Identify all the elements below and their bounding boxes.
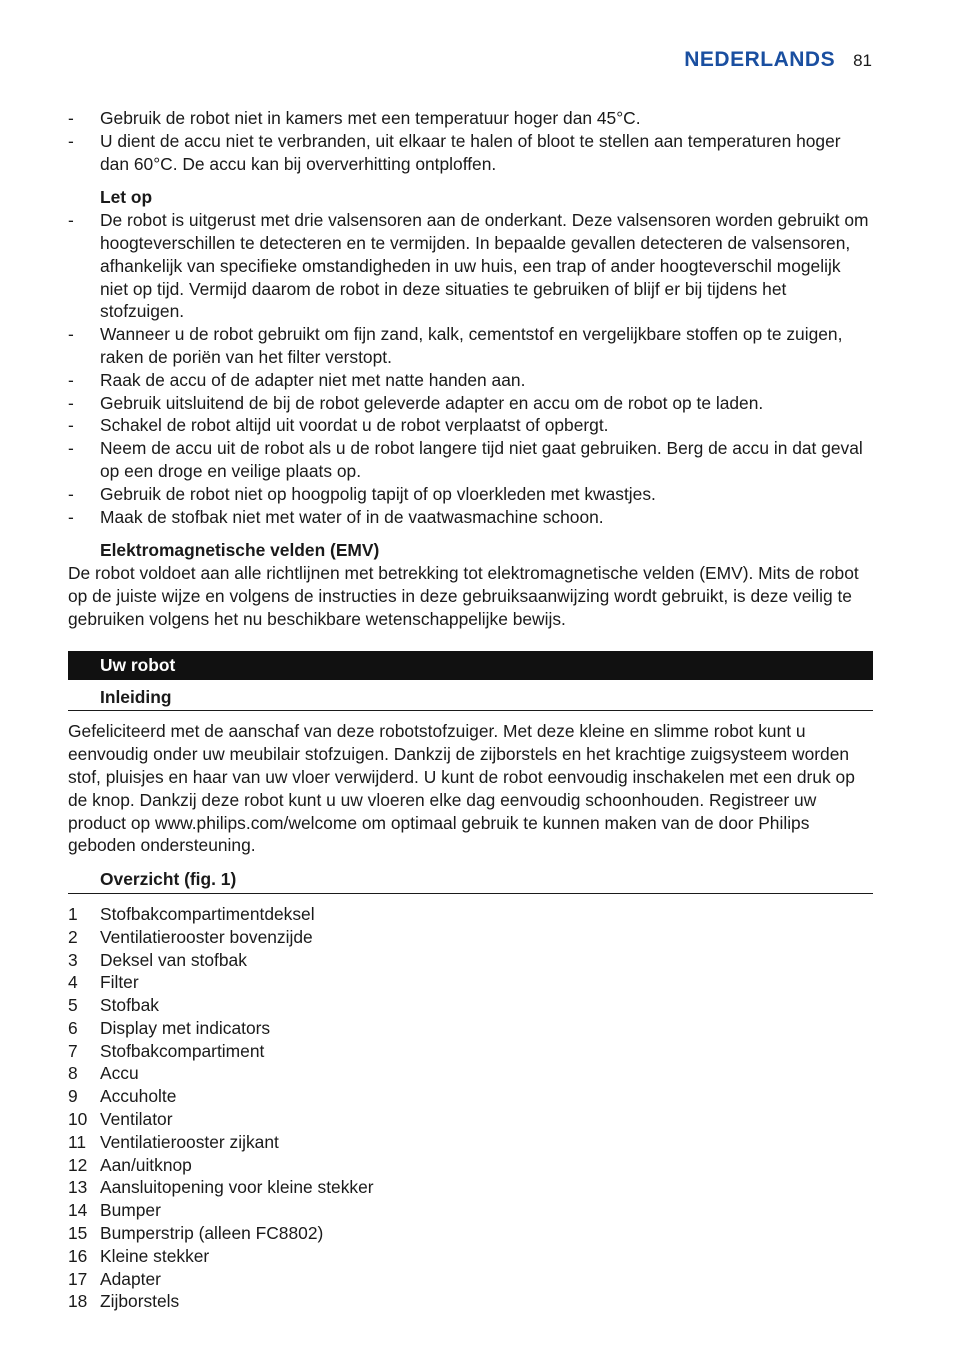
list-item: 9 Accuholte <box>68 1086 177 1107</box>
list-item: 14 Bumper <box>68 1200 161 1221</box>
emv-paragraph: De robot voldoet aan alle richtlijnen met betrekking tot elektromagnetische velden (EMV). Mits de robot op de juiste wijze en volgens de instructies in deze gebruiksaanwijzing wordt gebruikt, is deze veilig te gebruiken volgens het nu beschikbare wetenschappelijke bewijs. <box>68 563 859 629</box>
list-item: - Wanneer u de robot gebruikt om fijn zand, kalk, cementstof en vergelijkbare stoffen op te zuigen, raken de poriën van het filter verstopt. <box>68 324 843 367</box>
overzicht-list <box>68 903 873 1313</box>
list-item: - Neem de accu uit de robot als u de robot langere tijd niet gaat gebruiken. Berg de accu in dat geval op een droge en veilige plaats op. <box>68 438 863 481</box>
list-item: 16 Kleine stekker <box>68 1245 210 1266</box>
overzicht-heading: Overzicht (fig. 1) <box>68 868 873 894</box>
list-item: 10 Ventilator <box>68 1109 173 1130</box>
caution-heading: Let op <box>100 187 153 208</box>
emv-heading: Elektromagnetische velden (EMV) <box>100 540 380 561</box>
list-item: 7 Stofbakcompartiment <box>68 1040 265 1061</box>
list-item: 4 Filter <box>68 972 139 993</box>
list-item: - Gebruik de robot niet op hoogpolig tapijt of op vloerkleden met kwastjes. <box>68 483 656 504</box>
list-item: 1 Stofbakcompartimentdeksel <box>68 903 315 924</box>
list-item: 13 Aansluitopening voor kleine stekker <box>68 1177 374 1198</box>
list-item: 2 Ventilatierooster bovenzijde <box>68 926 313 947</box>
section-banner: Uw robot <box>68 651 873 680</box>
list-item: - Schakel de robot altijd uit voordat u de robot verplaatst of opbergt. <box>68 415 609 436</box>
list-item: 5 Stofbak <box>68 995 159 1016</box>
list-item: 15 Bumperstrip (alleen FC8802) <box>68 1223 324 1244</box>
page-number: 81 <box>853 51 872 70</box>
list-item: 6 Display met indicators <box>68 1017 271 1038</box>
page-header <box>684 48 872 72</box>
list-item: - De robot is uitgerust met drie valsensoren aan de onderkant. Deze valsensoren worden gebruikt om hoogteverschillen te detecteren en te vermijden. In bepaalde gevallen detecteren de valsensoren, afhankelijk van specifieke omstandigheden in uw huis, een trap of ander hoogteverschil mogelijk niet op tijd. Vermijd daarom de robot in deze situaties te gebruiken of blijf er bij tijdens het stofzuigen. <box>68 210 869 322</box>
list-item: - Gebruik uitsluitend de bij de robot geleverde adapter en accu om de robot op te laden. <box>68 392 764 413</box>
inleiding-paragraph: Gefeliciteerd met de aanschaf van deze robotstofzuiger. Met deze kleine en slimme robot kunt u eenvoudig onder uw meubilair stofzuigen. Dankzij de zijborstels en het krachtige zuigsysteem worden stof, pluisjes en haar van uw vloer verwijderd. U kunt de robot eenvoudig inschakelen met een druk op de knop. Dankzij deze robot kunt u uw vloeren elke dag eenvoudig schoonhouden. Registreer uw product op www.philips.com/welcome om optimaal gebruik te kunnen maken van de door Philips geboden ondersteuning. <box>68 721 855 856</box>
intro-bullet-list <box>68 107 873 175</box>
list-item: 18 Zijborstels <box>68 1291 180 1312</box>
list-item: 8 Accu <box>68 1063 139 1084</box>
list-item: - Raak de accu of de adapter niet met natte handen aan. <box>68 369 526 390</box>
list-item: - Gebruik de robot niet in kamers met een temperatuur hoger dan 45°C. <box>68 108 641 128</box>
language-label: NEDERLANDS <box>684 48 836 71</box>
list-item: - Maak de stofbak niet met water of in de vaatwasmachine schoon. <box>68 506 604 527</box>
page-content <box>68 107 873 1313</box>
list-item: 12 Aan/uitknop <box>68 1154 192 1175</box>
caution-bullet-list <box>68 209 873 528</box>
list-item: - U dient de accu niet te verbranden, uit elkaar te halen of bloot te stellen aan temperaturen hoger dan 60°C. De accu kan bij oververhitting ontploffen. <box>68 130 841 174</box>
list-item: 17 Adapter <box>68 1268 161 1289</box>
inleiding-heading: Inleiding <box>68 686 873 712</box>
list-item: 3 Deksel van stofbak <box>68 949 247 970</box>
list-item: 11 Ventilatierooster zijkant <box>68 1131 279 1152</box>
